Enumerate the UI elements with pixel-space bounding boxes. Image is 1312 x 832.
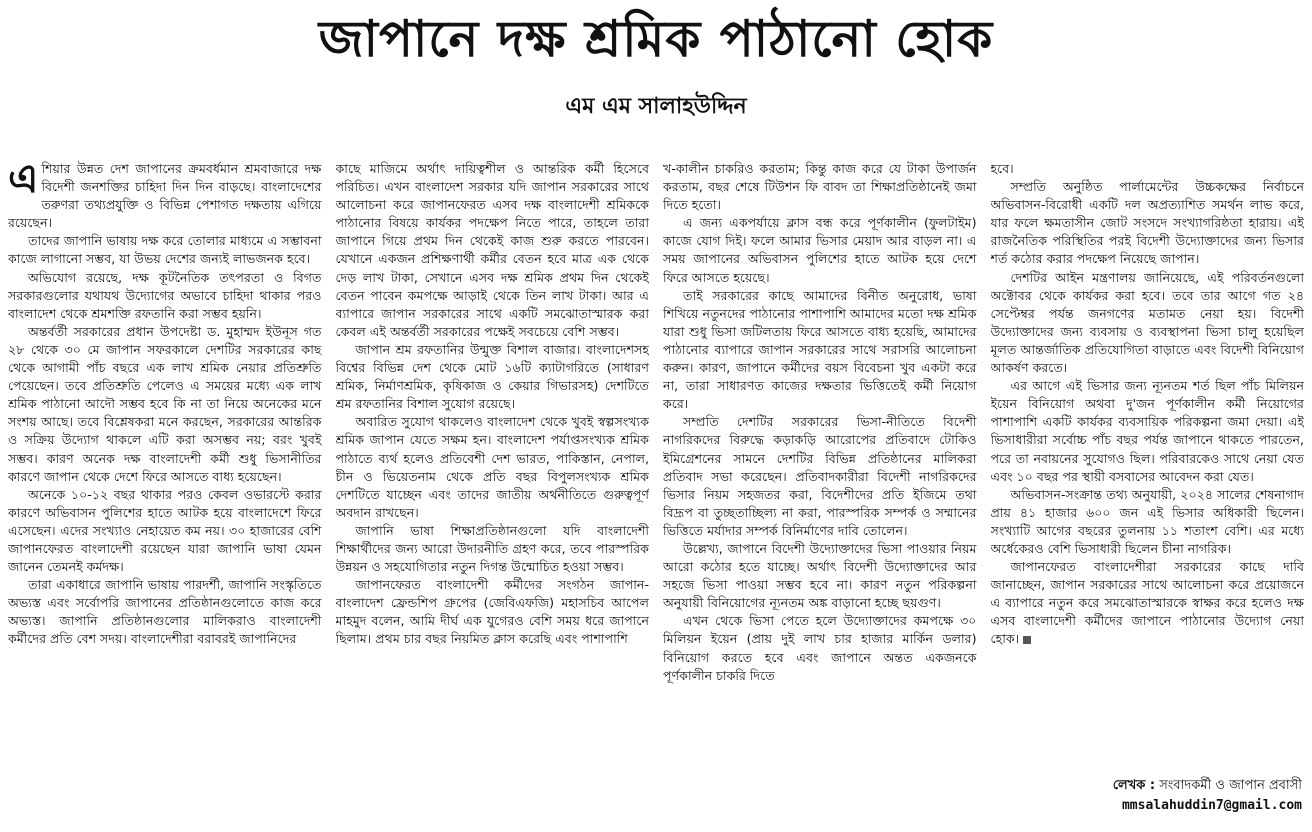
- paragraph: অভিবাসন-সংক্রান্ত তথ্য অনুযায়ী, ২০২৪ সালের শেষনাগাদ প্রায় ৪১ হাজার ৬০০ জন এই ভিসার অধিকারী ছিলেন। সংখ্যাটি আগের বছরের তুলনায় ১১ শতাংশ বেশি। এর মধ্যে অর্ধেকেরও বেশি ভিসাধারী ছিলেন চীনা নাগরিক।: [990, 486, 1304, 556]
- paragraph: কাছে মাজিমে অর্থাৎ দায়িত্বশীল ও আন্তরিক কর্মী হিসেবে পরিচিত। এখন বাংলাদেশ সরকার যদি জাপান সরকারের সাথে আলোচনা করে জাপানফেরত এসব দক্ষ বাংলাদেশী শ্রমিককে পাঠানোর বিষয়ে কার্যকর পদক্ষেপ নিতে পারে, তাহলে তারা জাপানে গিয়ে প্রথম দিন থেকেই কাজ শুরু করতে পারবেন। যেখানে একজন প্রশিক্ষণার্থী কর্মীর বেতন হবে মাত্র এক থেকে দেড় লাখ টাকা, সেখানে এসব দক্ষ শ্রমিক প্রথম দিন থেকেই বেতন পাবেন কমপক্ষে আড়াই থেকে তিন লাখ টাকা। আর এ ব্যাপারে জাপান সরকারের সাথে একটি সমঝোতাস্মারক করা কেবল এই অন্তর্বর্তী সরকারের পক্ষেই সবচেয়ে বেশি সম্ভব।: [335, 161, 649, 339]
- drop-cap: এ: [8, 160, 39, 202]
- paragraph: তারা একাধারে জাপানি ভাষায় পারদর্শী, জাপানি সংস্কৃতিতে অভ্যস্ত এবং সর্বোপরি জাপানের প্রতিষ্ঠানগুলোতে কাজ করে অভ্যস্ত। জাপানি প্রতিষ্ঠানগুলোর মালিকরাও বাংলাদেশী কর্মীদের প্রতি বেশ সদয়। বাংলাদেশীরা বরাবরই জাপানিদের: [8, 577, 322, 647]
- closing-paragraph-text: জাপানফেরত বাংলাদেশীরা সরকারের কাছে দাবি জানাচ্ছেন, জাপান সরকারের সাথে আলোচনা করে প্রয়োজনে এ ব্যাপারে নতুন করে সমঝোতাস্মারকে স্বাক্ষর করে হলেও দক্ষ এসব বাংলাদেশী কর্মীদের জাপানে পাঠানোর উদ্যোগ নেয়া হোক।: [990, 559, 1304, 647]
- paragraph: জাপানফেরত বাংলাদেশী কর্মীদের সংগঠন জাপান-বাংলাদেশ ফ্রেন্ডশিপ গ্রুপের (জেবিএফজি) মহাসচিব আপেল মাহমুদ বলেন, আমি দীর্ঘ এক যুগেরও বেশি সময় ধরে জাপানে ছিলাম। প্রথম চার বছর নিয়মিত ক্লাস করেছি এবং পাশাপাশি: [335, 577, 649, 647]
- paragraph: অন্তর্বর্তী সরকারের প্রধান উপদেষ্টা ড. মুহাম্মদ ইউনূস গত ২৮ থেকে ৩০ মে জাপান সফরকালে দেশটির সরকারের কাছ থেকে আগামী পাঁচ বছরে এক লাখ শ্রমিক নেয়ার প্রতিশ্রুতি পেয়েছেন। তবে প্রতিশ্রুতি পেলেও এ সময়ের মধ্যে এক লাখ শ্রমিক পাঠানো আদৌ সম্ভব হবে কি না তা নিয়ে অনেকের মনে সংশয় আছে। তবে বিশ্লেষকরা মনে করছেন, সরকারের আন্তরিক ও সক্রিয় উদ্যোগ থাকলে এটি করা অসম্ভব নয়; বরং খুবই সম্ভব। কারণ অনেক দক্ষ বাংলাদেশী কর্মী শুধু ভিসানীতির কারণে জাপান থেকে দেশে ফিরে আসতে বাধ্য হয়েছেন।: [8, 323, 322, 484]
- paragraph: দেশটির আইন মন্ত্রণালয় জানিয়েছে, এই পরিবর্তনগুলো অক্টোবর থেকে কার্যকর করা হবে। তবে তার আগে গত ২৪ সেপ্টেম্বর পর্যন্ত জনগণের মতামত নেয়া হয়। বিদেশী উদ্যোক্তাদের জন্য ব্যবসায় ও ব্যবস্থাপনা ভিসা চালু হয়েছিল মূলত আন্তর্জাতিক প্রতিযোগিতা বাড়াতে এবং বিদেশী বিনিয়োগ আকর্ষণ করতে।: [990, 269, 1304, 376]
- paragraph: হবে।: [990, 161, 1014, 176]
- end-mark-icon: [1023, 636, 1031, 644]
- byline: এম এম সালাহউদ্দিন: [565, 94, 747, 119]
- paragraph: এ জন্য একপর্যায়ে ক্লাস বন্ধ করে পূর্ণকালীন (ফুলটাইম) কাজে যোগ দিই। ফলে আমার ভিসার মেয়াদ আর বাড়ল না। এ সময় জাপানের অভিবাসন পুলিশের হাতে আটক হয়ে দেশে ফিরে আসতে হয়েছে।: [663, 215, 977, 285]
- author-line: [1002, 776, 1302, 796]
- paragraph: এর আগে এই ভিসার জন্য ন্যূনতম শর্ত ছিল পাঁচ মিলিয়ন ইয়েন বিনিয়োগ অথবা দু'জন পূর্ণকালীন কর্মী নিয়োগের পাশাপাশি একটি কার্যকর ব্যবসায়িক পরিকল্পনা জমা দেয়া। এই ভিসাধারীরা সর্বোচ্চ পাঁচ বছর পর্যন্ত জাপানে থাকতে পারতেন, পরে তা নবায়নের সুযোগও ছিল। পরিবারকেও সাথে নেয়া যেত এবং ১০ বছর পর স্থায়ী বসবাসের আবেদন করা যেত।: [990, 378, 1304, 484]
- paragraph: [8, 160, 322, 232]
- paragraph: অনেকে ১০-১২ বছর থাকার পরও কেবল ওভারস্টে করার কারণে অভিবাসন পুলিশের হাতে আটক হয়ে বাংলাদেশে ফিরে এসেছেন। এদের সংখ্যাও নেহায়েত কম নয়। ৩০ হাজারের বেশি জাপানফেরত বাংলাদেশী রয়েছেন যারা জাপানি ভাষা যেমন জানেন তেমনই কর্মদক্ষ।: [8, 486, 322, 575]
- author-email[interactable]: mmsalahuddin7@gmail.com: [1121, 798, 1302, 813]
- author-label: লেখক :: [1112, 778, 1156, 793]
- paragraph: খ-কালীন চাকরিও করতাম; কিন্তু কাজ করে যে টাকা উপার্জন করতাম, বছর শেষে টিউশন ফি বাবদ তা শিক্ষাপ্রতিষ্ঠানেই জমা দিতে হতো।: [663, 161, 977, 213]
- paragraph: উল্লেখ্য, জাপানে বিদেশী উদ্যোক্তাদের ভিসা পাওয়ার নিয়ম আরো কঠোর হতে যাচ্ছে। অর্থাৎ বিদেশী উদ্যোক্তাদের আর সহজে ভিসা পাওয়া সম্ভব হবে না। কারণ নতুন পরিকল্পনা অনুযায়ী বিনিয়োগের ন্যূনতম অঙ্ক বাড়ানো হচ্ছে ছয়গুণ।: [663, 540, 977, 611]
- column-2: [336, 160, 650, 800]
- column-4: [991, 160, 1305, 800]
- paragraph: সম্প্রতি দেশটির সরকারের ভিসা-নীতিতে বিদেশী নাগরিকদের বিরুদ্ধে কড়াকড়ি আরোপের প্রতিবাদে টোকিও ইমিগ্রেশনের সামনে দেশটির বিভিন্ন প্রতিষ্ঠানের মালিকরা প্রতিবাদ সভা করেছেন। প্রতিবাদকারীরা বিদেশী নাগরিকদের ভিসার নিয়ম সহজতর করা, বিদেশীদের প্রতি ইজিমে তথা বিদ্রূপ বা তুচ্ছতাচ্ছিল্য না করা, পারস্পরিক সম্পর্ক ও সম্মানের ভিত্তিতে মর্যাদার সম্পর্ক বিনির্মাণের দাবি তোলেন।: [663, 414, 977, 538]
- author-description: সংবাদকর্মী ও জাপান প্রবাসী: [1159, 778, 1302, 793]
- first-paragraph-text: শিয়ার উন্নত দেশ জাপানের ক্রমবর্ধমান শ্রমবাজারে দক্ষ বিদেশী জনশক্তির চাহিদা দিন দিন বাড়ছে। বাংলাদেশের তরুণরা তথ্যপ্রযুক্তি ও বিভিন্ন পেশাগত দক্ষতায় এগিয়ে রয়েছেন।: [8, 161, 322, 231]
- article-body: [8, 160, 1304, 800]
- column-1: [8, 160, 322, 800]
- paragraph: জাপানি ভাষা শিক্ষাপ্রতিষ্ঠানগুলো যদি বাংলাদেশী শিক্ষার্থীদের জন্য আরো উদারনীতি গ্রহণ করে, তবে পারস্পরিক উন্নয়ন ও সহযোগিতার নতুন দিগন্ত উন্মোচিত হওয়া সম্ভব।: [335, 522, 649, 575]
- paragraph: অবারিত সুযোগ থাকলেও বাংলাদেশ থেকে খুবই স্বল্পসংখ্যক শ্রমিক জাপান যেতে সক্ষম হন। বাংলাদেশ পর্যাপ্তসংখ্যক শ্রমিক পাঠাতে ব্যর্থ হলেও প্রতিবেশী দেশ ভারত, পাকিস্তান, নেপাল, চীন ও ভিয়েতনাম থেকে প্রতি বছর বিপুলসংখ্যক শ্রমিক দেশটিতে যাচ্ছেন এবং তাদের জাতীয় অর্থনীতিতে গুরুত্বপূর্ণ অবদান রাখছেন।: [335, 414, 649, 520]
- paragraph: তাই সরকারের কাছে আমাদের বিনীত অনুরোধ, ভাষা শিখিয়ে নতুনদের পাঠানোর পাশাপাশি আমাদের মতো দক্ষ শ্রমিক যারা শুধু ভিসা জটিলতায় ফিরে আসতে বাধ্য হয়েছি, আমাদের পাঠানোর ব্যাপারে জাপান সরকারের সাথে সরাসরি আলোচনা করুন। কারণ, জাপানে কর্মীদের বয়স বিবেচনা খুব একটা করে না, তারা সাধারণত কাজের দক্ষতার ভিত্তিতেই কর্মী নিয়োগ করে।: [663, 287, 977, 412]
- paragraph: সম্প্রতি অনুষ্ঠিত পার্লামেন্টের উচ্চকক্ষের নির্বাচনে অভিবাসন-বিরোধী একটি দল অপ্রত্যাশিত সমর্থন লাভ করে, যার ফলে ক্ষমতাসীন জোট সংসদে সংখ্যাগরিষ্ঠতা হারায়। এই রাজনৈতিক পরিস্থিতির পরই বিদেশী উদ্যোক্তাদের জন্য ভিসার শর্ত কঠোর করার পদক্ষেপ নিয়েছে জাপান।: [990, 179, 1304, 267]
- column-3: [663, 160, 977, 800]
- headline: জাপানে দক্ষ শ্রমিক পাঠানো হোক: [318, 10, 994, 68]
- paragraph: অভিযোগ রয়েছে, দক্ষ কূটনৈতিক তৎপরতা ও বিগত সরকারগুলোর যথাযথ উদ্যোগের অভাবে চাহিদা থাকার পরও বাংলাদেশ থেকে শ্রমশক্তি রফতানি করা সম্ভব হয়নি।: [8, 269, 322, 321]
- paragraph: [991, 558, 1305, 648]
- paragraph: জাপান শ্রম রফতানির উন্মুক্ত বিশাল বাজার। বাংলাদেশসহ বিশ্বের বিভিন্ন দেশ থেকে মোট ১৬টি ক্যাটাগরিতে (সাধারণ শ্রমিক, নির্মাণশ্রমিক, কৃষিকাজ ও কেয়ার গিভারসহ) দেশটিতে শ্রম রফতানির বিশাল সুযোগ রয়েছে।: [335, 341, 649, 412]
- paragraph: তাদের জাপানি ভাষায় দক্ষ করে তোলার মাধ্যমে এ সম্ভাবনা কাজে লাগানো সম্ভব, যা উভয় দেশের জন্যই লাভজনক হবে।: [8, 233, 322, 267]
- paragraph: এখন থেকে ভিসা পেতে হলে উদ্যোক্তাদের কমপক্ষে ৩০ মিলিয়ন ইয়েন (প্রায় দুই লাখ চার হাজার মার্কিন ডলার) বিনিয়োগ করতে হবে এবং জাপানে অন্তত একজনকে পূর্ণকালীন চাকরি দিতে: [663, 613, 977, 683]
- author-note: [1002, 776, 1302, 816]
